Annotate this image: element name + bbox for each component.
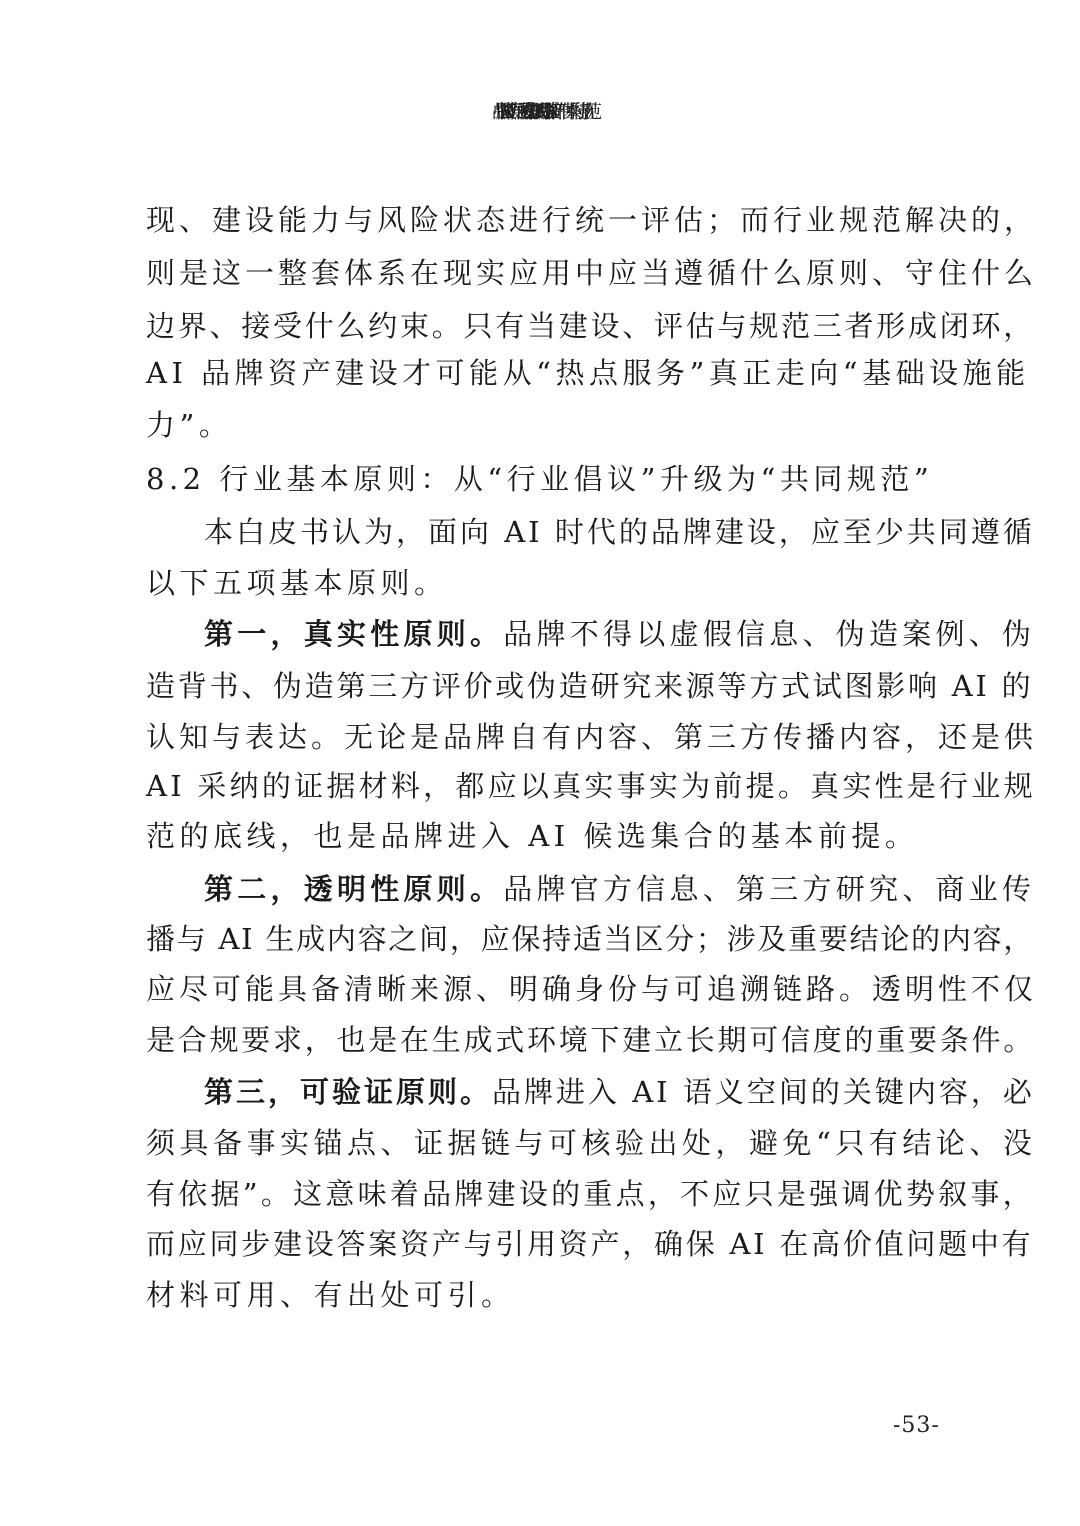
- paragraph-line: 认知与表达。无论是品牌自有内容、第三方传播内容，还是供: [146, 720, 1038, 754]
- paragraph-line: 应尽可能具备清晰来源、明确身份与可追溯链路。透明性不仅: [146, 972, 1038, 1006]
- paragraph-line: 有依据”。这意味着品牌建设的重点，不应只是强调优势叙事，: [146, 1177, 1035, 1211]
- page-number: -53-: [893, 1413, 940, 1438]
- paragraph-line: 而应同步建设答案资产与引用资产，确保 AI 在高价值问题中有: [146, 1227, 1034, 1261]
- principle-first-line: [204, 1072, 1035, 1112]
- principle-lead: 第一，真实性原则。: [204, 617, 504, 651]
- running-header: 中国AI品牌资产发展白皮书（2026）：可信知识网络、AI品牌资产评估体系与行业规范: [492, 102, 588, 123]
- paragraph-line: 范的底线，也是品牌进入 AI 候选集合的基本前提。: [146, 819, 919, 853]
- paragraph-line: 边界、接受什么约束。只有当建设、评估与规范三者形成闭环，: [146, 309, 1036, 343]
- paragraph-line: 力”。: [146, 408, 233, 442]
- principle-text: 品牌不得以虚假信息、伪造案例、伪: [503, 617, 1036, 651]
- paragraph-line: 须具备事实锚点、证据链与可核验出处，避免“只有结论、没: [146, 1126, 1037, 1160]
- paragraph-line: 材料可用、有出处可引。: [146, 1278, 515, 1312]
- principle-first-line: [204, 869, 1035, 909]
- paragraph-line: 播与 AI 生成内容之间，应保持适当区分；涉及重要结论的内容，: [146, 922, 1035, 956]
- principle-lead: 第三，可验证原则。: [204, 1075, 493, 1109]
- paragraph-line: 以下五项基本原则。: [146, 566, 448, 600]
- paragraph-line: 则是这一整套体系在现实应用中应当遵循什么原则、守住什么: [146, 256, 1038, 290]
- paragraph-line: 现、建设能力与风险状态进行统一评估；而行业规范解决的，: [146, 203, 1038, 237]
- paragraph-line: 本白皮书认为，面向 AI 时代的品牌建设，应至少共同遵循: [204, 515, 1035, 549]
- paragraph-line: 是合规要求，也是在生成式环境下建立长期可信度的重要条件。: [146, 1023, 1036, 1057]
- principle-text: 品牌官方信息、第三方研究、商业传: [503, 872, 1036, 906]
- principle-lead: 第二，透明性原则。: [204, 872, 504, 906]
- paragraph-line: AI 品牌资产建设才可能从“热点服务”真正走向“基础设施能: [146, 356, 1030, 390]
- paragraph-line: AI 采纳的证据材料，都应以真实事实为前提。真实性是行业规: [146, 769, 1036, 803]
- section-heading: 8.2 行业基本原则：从“行业倡议”升级为“共同规范”: [146, 462, 934, 496]
- principle-first-line: [204, 614, 1035, 654]
- paragraph-line: 造背书、伪造第三方评价或伪造研究来源等方式试图影响 AI 的: [146, 669, 1034, 703]
- principle-text: 品牌进入 AI 语义空间的关键内容，必: [492, 1075, 1035, 1109]
